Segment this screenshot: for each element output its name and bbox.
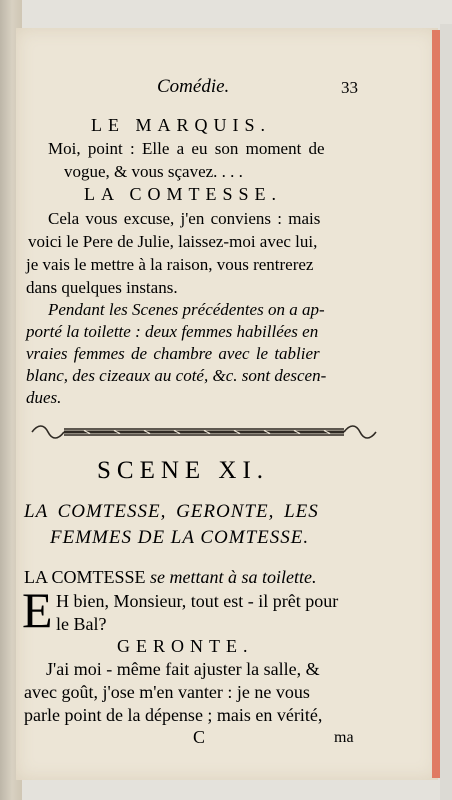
speaker-name: LA COMTESSE [24,567,146,587]
stage-direction-line-1: Pendant les Scenes précédentes on a ap- [48,300,325,319]
marquis-line-2: vogue, & vous sçavez. . . . [64,162,243,181]
comtesse-line-2: voici le Pere de Julie, laissez-moi avec lui, [28,232,318,251]
speaker-comtesse-toilette [24,567,317,588]
geronte-line-1: J'ai moi - même fait ajuster la salle, & [46,659,320,679]
marquis-line-1: Moi, point : Elle a eu son moment de [48,139,325,158]
ornamental-rule [24,421,384,443]
background-right [440,24,452,800]
stage-direction-line-5: dues. [26,388,62,407]
comtesse-line-3: je vais le mettre à la raison, vous rentrerez [26,255,314,274]
comtesse-reply-1: H bien, Monsieur, tout est - il prêt pour [56,591,339,611]
stage-direction-line-4: blanc, des cizeaux au coté, &c. sont descen- [26,366,327,385]
page-edge [432,30,440,778]
page-number: 33 [341,78,358,97]
comtesse-line-1: Cela vous excuse, j'en conviens : mais [48,209,321,228]
signature-mark: C [193,727,206,747]
comtesse-reply-2: le Bal? [56,614,107,634]
geronte-line-3: parle point de la dépense ; mais en vérité, [24,705,323,725]
running-head-title: Comédie. [157,76,230,97]
catchword: ma [334,729,354,746]
speaker-direction: se mettant à sa toilette. [150,567,317,587]
comtesse-line-4: dans quelques instans. [26,278,178,297]
stage-direction-line-3: vraies femmes de chambre avec le tablier [26,344,320,363]
drop-cap: E [22,582,53,638]
stage-direction-line-2: porté la toilette : deux femmes habillées en [26,322,319,341]
speaker-marquis: LE MARQUIS. [91,115,272,135]
scene-heading: SCENE XI. [97,457,270,484]
cast-line-2: FEMMES DE LA COMTESSE. [50,527,310,548]
speaker-comtesse: LA COMTESSE. [84,184,283,204]
cast-line-1: LA COMTESSE, GERONTE, LES [24,501,319,522]
speaker-geronte: GERONTE. [117,636,254,656]
geronte-line-2: avec goût, j'ose m'en vanter : je ne vous [24,682,310,702]
